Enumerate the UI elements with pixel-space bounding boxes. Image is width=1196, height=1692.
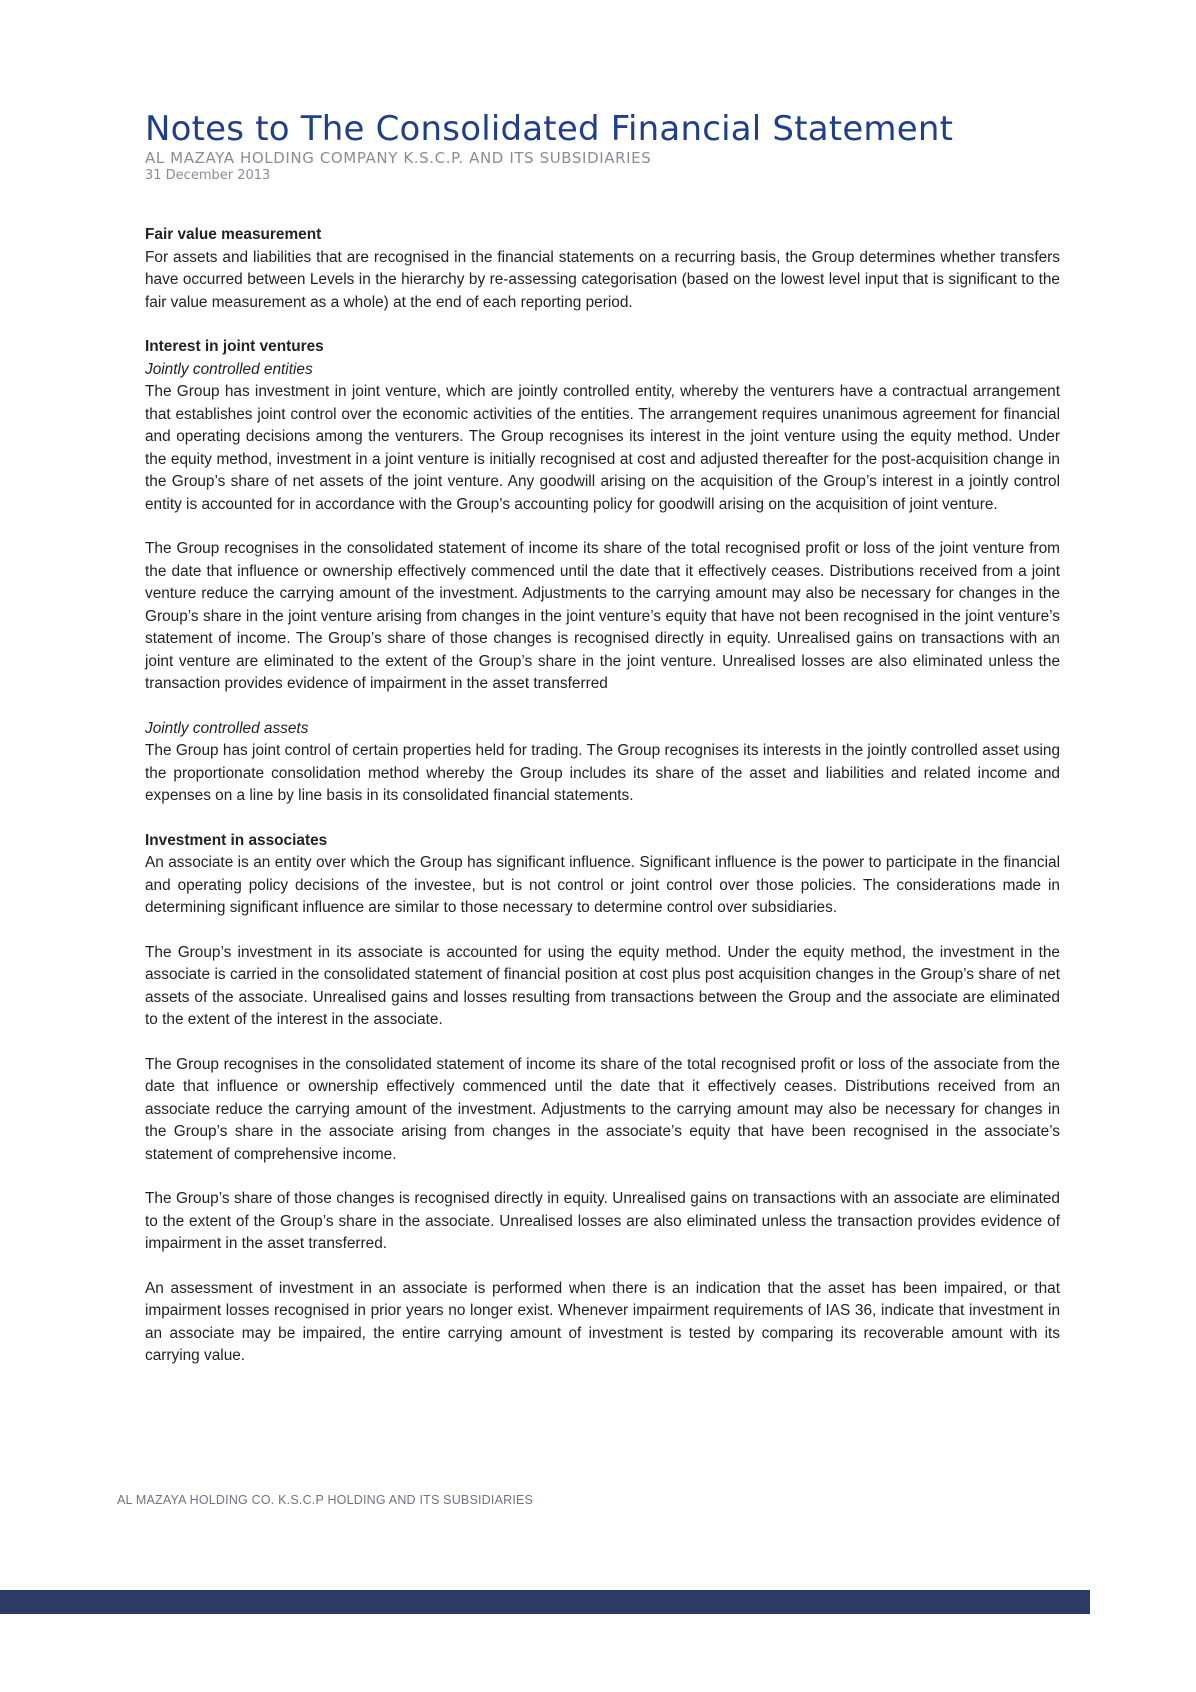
paragraph: The Group’s share of those changes is recognised directly in equity. Unrealised gains on transactions with an associate are eliminated to the extent of the Group’s share in the associate. Unrealised losses are also eliminated unless the transaction provides evidence of impairment in the asset transferred. — [145, 1190, 1060, 1252]
footer-bar — [0, 1590, 1090, 1614]
section-heading: Interest in joint ventures — [145, 338, 324, 355]
section-heading: Investment in associates — [145, 831, 328, 849]
paragraph: An associate is an entity over which the Group has significant influence. Significant influence is the power to participate in the financial and operating policy decisions of the investee, but is not control or joint control over those policies. The considerations made in determining significant influence are similar to those necessary to determine control over subsidiaries. — [145, 854, 1060, 916]
footer-company-name: AL MAZAYA HOLDING CO. K.S.C.P HOLDING AND ITS SUBSIDIARIES — [117, 1493, 534, 1507]
page-header — [145, 108, 1065, 184]
document-body — [145, 224, 1060, 1390]
paragraph: The Group recognises in the consolidated statement of income its share of the total recognised profit or loss of the associate from the date that influence or ownership effectively commenced until the date that it effectively ceases. Distributions received from an associate reduce the carrying amount of the investment. Adjustments to the carrying amount may also be necessary for changes in the Group’s share in the associate arising from changes in the associate’s equity that have been recognised in the associate’s statement of comprehensive income. — [145, 1055, 1060, 1163]
paragraph: The Group has joint control of certain properties held for trading. The Group recognises its interests in the jointly controlled asset using the proportionate consolidation method whereby the Group includes its share of the asset and liabilities and related income and expenses on a line by line basis in its consolidated financial statements. — [145, 742, 1060, 804]
paragraph: For assets and liabilities that are recognised in the financial statements on a recurring basis, the Group determines whether transfers have occurred between Levels in the hierarchy by re-assessing categorisation (based on the lowest level input that is significant to the fair value measurement as a whole) at the end of each reporting period. — [145, 248, 1060, 311]
section-associates — [145, 830, 1060, 1368]
section-heading: Fair value measurement — [145, 226, 322, 243]
paragraph: An assessment of investment in an associate is performed when there is an indication that the asset has been impaired, or that impairment losses recognised in prior years no longer exist. Whenever impairment requirements of IAS 36, indicate that investment in an associate may be impaired, the entire carrying amount of investment is tested by comparing its recoverable amount with its carrying value. — [145, 1279, 1060, 1364]
company-subtitle: AL MAZAYA HOLDING COMPANY K.S.C.P. AND ITS SUBSIDIARIES — [145, 149, 652, 167]
paragraph: The Group has investment in joint venture, which are jointly controlled entity, whereby the venturers have a contractual arrangement that establishes joint control over the economic activities of the entities. The arrangement requires unanimous agreement for financial and operating decisions among the venturers. The Group recognises its interest in the joint venture using the equity method. Under the equity method, investment in a joint venture is initially recognised at cost and adjusted thereafter for the post-acquisition change in the Group’s share of net assets of the joint venture. Any goodwill arising on the acquisition of the Group’s interest in a jointly control entity is accounted for in accordance with the Group’s accounting policy for goodwill arising on the acquisition of joint venture. — [145, 383, 1060, 513]
section-fair-value — [145, 224, 1060, 314]
sub-heading: Jointly controlled assets — [145, 719, 309, 737]
sub-heading: Jointly controlled entities — [145, 360, 313, 378]
paragraph: The Group’s investment in its associate is accounted for using the equity method. Under the equity method, the investment in the associate is carried in the consolidated statement of financial position at cost plus post acquisition changes in the Group’s share of net assets of the associate. Unrealised gains and losses resulting from transactions between the Group and the associate are eliminated to the extent of the interest in the associate. — [145, 943, 1060, 1028]
paragraph: The Group recognises in the consolidated statement of income its share of the total recognised profit or loss of the joint venture from the date that influence or ownership effectively commenced until the date that it effectively ceases. Distributions received from a joint venture reduce the carrying amount of the investment. Adjustments to the carrying amount may also be necessary for changes in the Group’s share in the joint venture arising from changes in the joint venture’s equity that have not been recognised in the joint venture’s statement of income. The Group’s share of those changes is recognised directly in equity. Unrealised gains on transactions with an joint venture are eliminated to the extent of the Group’s share in the joint venture. Unrealised losses are also eliminated unless the transaction provides evidence of impairment in the asset transferred — [145, 540, 1060, 692]
statement-date: 31 December 2013 — [145, 168, 271, 183]
page-title: Notes to The Consolidated Financial Statement — [145, 109, 954, 149]
section-joint-ventures — [145, 336, 1060, 808]
